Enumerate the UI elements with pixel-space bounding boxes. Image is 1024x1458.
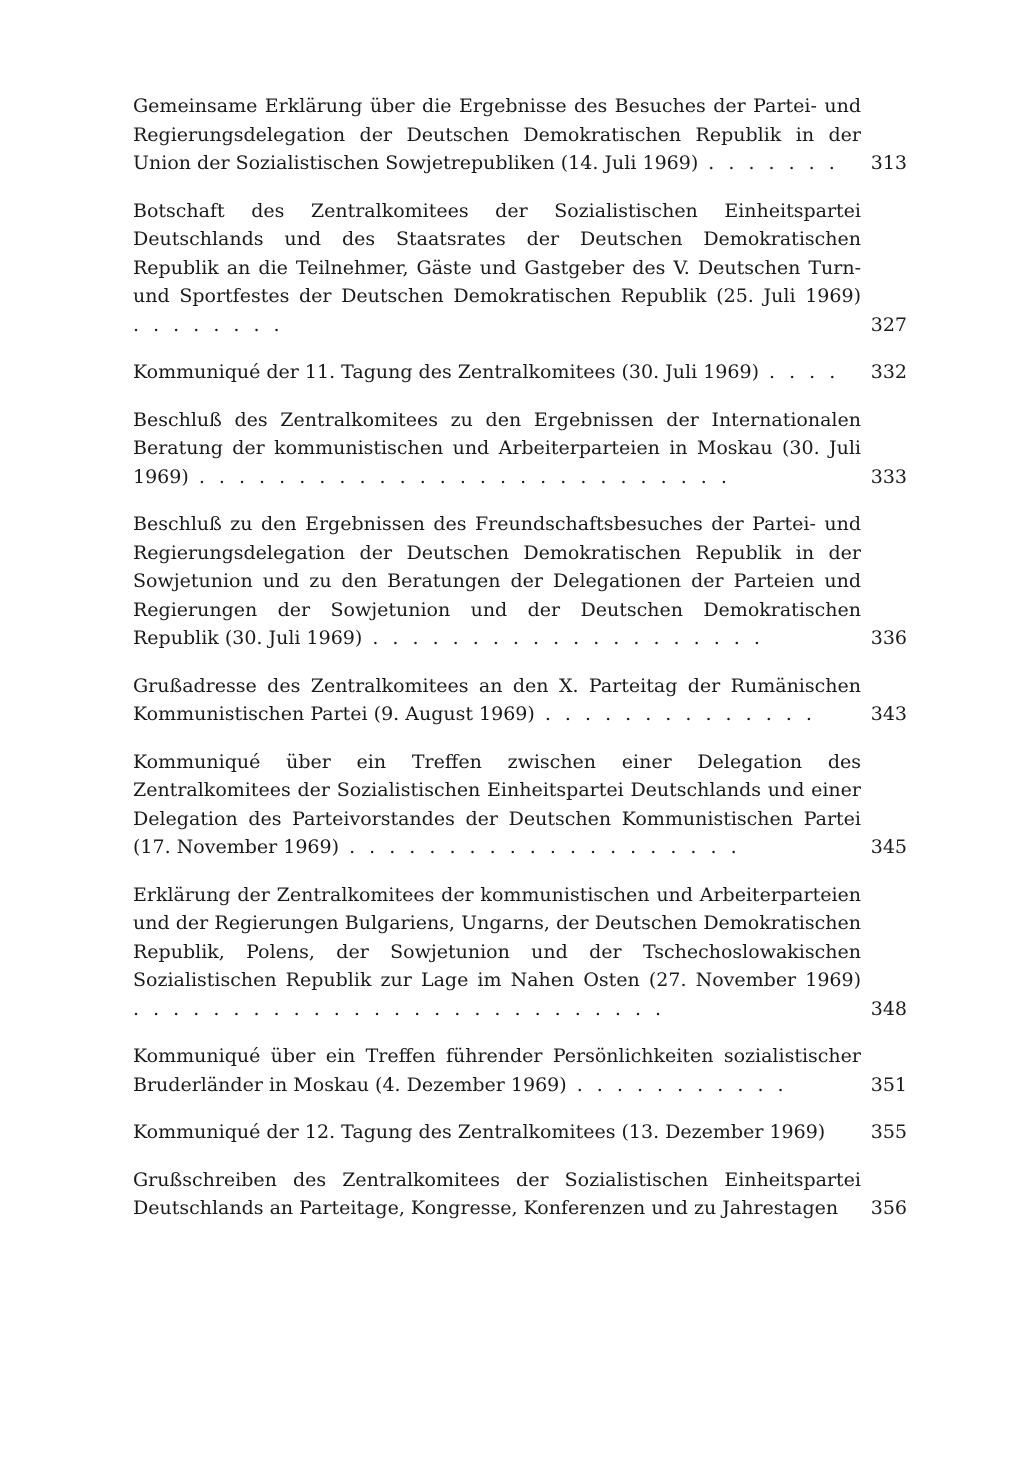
toc-leader-dots: . . . .: [758, 361, 840, 383]
toc-entry-title: Beschluß zu den Ergebnissen des Freundschaftsbesuches der Partei- und Regierungsdelegation der Deutschen Demokratischen Republik in der Sowjetunion und zu den Beratungen der Delegationen der Parteien und Regierungen der Sowjetunion und der Deutschen Demokratischen Republik (30. Juli 1969): [133, 513, 861, 649]
toc-leader-dots: . . . . . . . .: [133, 313, 284, 336]
toc-leader-dots: . . . . . . . . . . .: [566, 1073, 788, 1096]
toc-entry-text: [133, 881, 861, 1024]
toc-leader-dots: . . . . . . .: [698, 152, 839, 174]
toc-leader-dots: . . . . . . . . . . . . . . . . . . . . . . . . . . .: [188, 465, 731, 488]
toc-entry-title: Gemeinsame Erklärung über die Ergebnisse des Besuches der Partei- und Regierungsdelegation der Deutschen Demokratischen Republik in der Union der Sozialistischen Sowjetrepubliken (14. Juli 1969): [133, 95, 861, 174]
toc-entry-text: [133, 92, 861, 178]
toc-leader-dots: . . . . . . . . . . . . . . . . . . . .: [339, 836, 741, 858]
toc-page-number: 343: [870, 703, 907, 725]
toc-entry-title: Erklärung der Zentralkomitees der kommunistischen und Arbeiterparteien und der Regierungen Bulgariens, Ungarns, der Deutschen Demokratischen Republik, Polens, der Sowjetunion und der Tschechoslowakischen Sozialistischen Republik zur Lage im Nahen Osten (27. November 1969): [133, 883, 861, 991]
toc-entry: [133, 1166, 907, 1223]
toc-entry: [133, 406, 907, 492]
toc-page-number: 327: [870, 313, 907, 336]
toc-entry-text: [133, 1042, 861, 1099]
toc-leader-dots: . . . . . . . . . . . . . .: [534, 703, 816, 725]
toc-entry-title: Grußschreiben des Zentralkomitees der Sozialistischen Einheitspartei Deutschlands an Parteitage, Kongresse, Konferenzen und zu Jahrestagen: [133, 1168, 861, 1219]
toc-entry: [133, 881, 907, 1024]
toc-leader-dots: . . . . . . . . . . . . . . . . . . . . . . . . . . .: [133, 997, 666, 1020]
toc-entry-text: [133, 672, 861, 729]
toc-entry-title: Kommuniqué über ein Treffen führender Persönlichkeiten sozialistischer Bruderländer in Moskau (4. Dezember 1969): [133, 1045, 861, 1096]
toc-entry-text: [133, 358, 861, 387]
toc-entry: [133, 1118, 907, 1147]
toc-leader-dots: . . . . . . . . . . . . . . . . . . . .: [362, 627, 764, 649]
toc-entry-text: [133, 510, 861, 653]
toc-page-number: 313: [870, 152, 907, 174]
toc-entry-title: Botschaft des Zentralkomitees der Sozialistischen Einheitspartei Deutschlands und des Staatsrates der Deutschen Demokratischen Republik an die Teilnehmer, Gäste und Gastgeber des V. Deutschen Turn- und Sportfestes der Deutschen Demokratischen Republik (25. Juli 1969): [133, 199, 861, 307]
toc-page-number: 348: [870, 997, 907, 1020]
toc-page-number: 332: [870, 361, 907, 383]
toc-entry-title: Kommuniqué der 12. Tagung des Zentralkomitees (13. Dezember 1969): [133, 1121, 826, 1143]
toc-entry-text: [133, 1166, 861, 1223]
toc-entry: [133, 197, 907, 340]
toc-entry: [133, 510, 907, 653]
toc-entry-text: [133, 748, 861, 862]
toc-page-number: 355: [870, 1121, 907, 1143]
toc-page-number: 356: [870, 1197, 907, 1219]
toc-page-number: 336: [870, 627, 907, 649]
toc-entry-title: Kommuniqué über ein Treffen zwischen einer Delegation des Zentralkomitees der Sozialistischen Einheitspartei Deutschlands und einer Delegation des Parteivorstandes der Deutschen Kommunistischen Partei (17. November 1969): [133, 750, 861, 858]
table-of-contents: [133, 92, 907, 1242]
toc-page-number: 333: [870, 465, 907, 488]
toc-entry: [133, 1042, 907, 1099]
toc-entry: [133, 358, 907, 387]
toc-entry-text: [133, 197, 861, 340]
toc-entry-text: [133, 406, 861, 492]
toc-entry: [133, 672, 907, 729]
toc-entry: [133, 92, 907, 178]
toc-entry-title: Kommuniqué der 11. Tagung des Zentralkomitees (30. Juli 1969): [133, 361, 759, 383]
toc-page-number: 345: [870, 836, 907, 858]
toc-entry-title: Beschluß des Zentralkomitees zu den Ergebnissen der Internationalen Beratung der kommunistischen und Arbeiterparteien in Moskau (30. Juli 1969): [133, 408, 861, 488]
toc-entry-text: [133, 1118, 861, 1147]
toc-page-number: 351: [870, 1073, 907, 1096]
toc-entry-title: Grußadresse des Zentralkomitees an den X. Parteitag der Rumänischen Kommunistischen Partei (9. August 1969): [133, 674, 861, 725]
toc-entry: [133, 748, 907, 862]
